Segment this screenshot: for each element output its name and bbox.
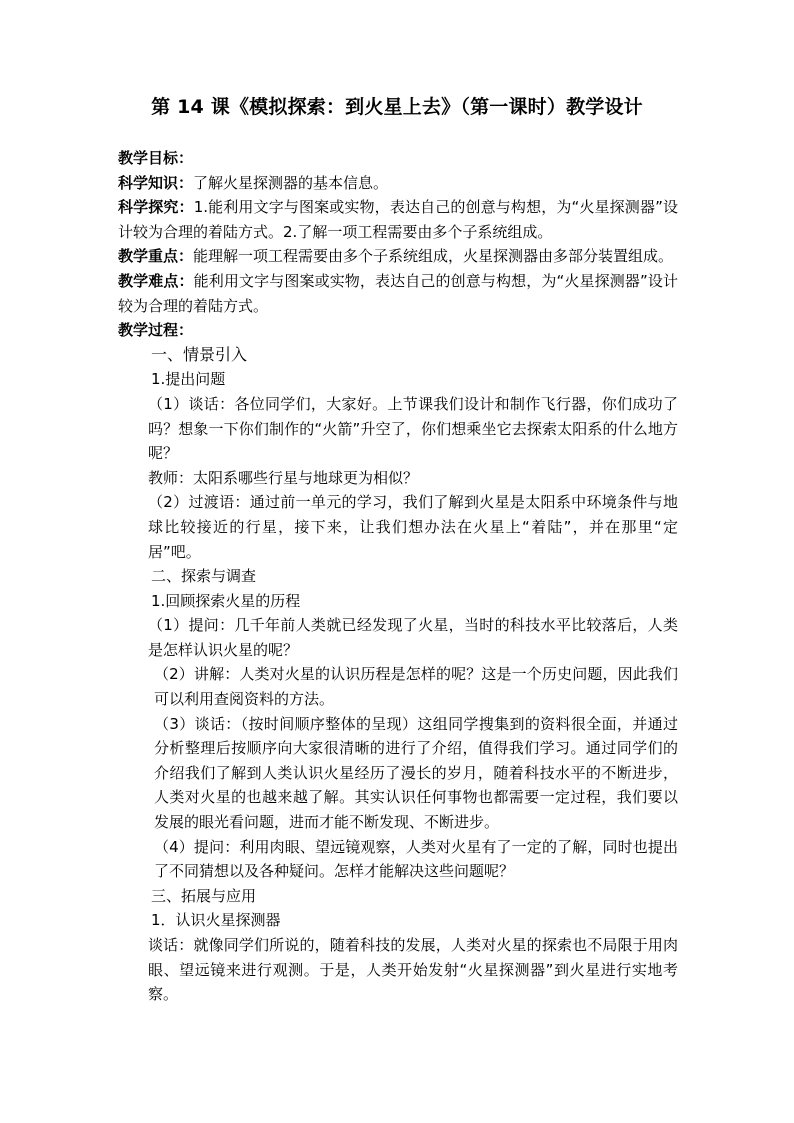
section-3-paragraph-1: 谈话：就像同学们所说的，随着科技的发展，人类对火星的探索也不局限于用肉眼、望远镜来进行观测。于是，人类开始发射“火星探测器”到火星进行实地考察。 — [148, 936, 678, 1004]
difficulty-label: 教学难点： — [118, 271, 194, 290]
knowledge-label: 科学知识： — [118, 173, 194, 192]
section-1-title: 一、情景引入 — [151, 344, 248, 364]
process-label: 教学过程： — [118, 321, 194, 340]
section-2-paragraph-2: （2）讲解：人类对火星的认识历程是怎样的呢？这是一个历史问题，因此我们可以利用查阅资料的方法。 — [154, 665, 678, 709]
inquiry-text: 1.能利用文字与图案或实物，表达自己的创意与构想，为“火星探测器”设计较为合理的着陆方式。2.了解一项工程需要由多个子系统组成。 — [118, 198, 678, 241]
section-1-subtitle: 1.提出问题 — [151, 370, 226, 389]
section-1-paragraph-3: （2）过渡语：通过前一单元的学习，我们了解到火星是太阳系中环境条件与地球比较接近的行星，接下来，让我们想办法在火星上“着陆”，并在那里“定居”吧。 — [148, 493, 678, 561]
section-2-paragraph-3: （3）谈话：（按时间顺序整体的呈现）这组同学搜集到的资料很全面，并通过分析整理后按顺序向大家很清晰的进行了介绍，值得我们学习。通过同学们的介绍我们了解到人类认识火星经历了漫长的岁月，随着科技水平的不断进步，人类对火星的也越来越了解。其实认识任何事物也都需要一定过程，我们要以发展的眼光看问题，进而才能不断发现、不断进步。 — [154, 714, 678, 832]
knowledge-paragraph — [118, 171, 678, 196]
difficulty-text: 能利用文字与图案或实物，表达自己的创意与构想，为“火星探测器”设计较为合理的着陆方式。 — [118, 271, 678, 315]
document-title: 第 14 课《模拟探索：到火星上去》（第一课时）教学设计 — [151, 96, 643, 118]
inquiry-label: 科学探究： — [118, 198, 194, 217]
objectives-label: 教学目标： — [118, 149, 194, 167]
document-body — [118, 146, 678, 1007]
section-3-subtitle: 1．认识火星探测器 — [151, 911, 281, 930]
key-point-label: 教学重点： — [118, 247, 194, 266]
objectives-heading — [118, 146, 678, 171]
inquiry-paragraph — [118, 195, 678, 244]
section-2-subtitle: 1.回顾探索火星的历程 — [151, 591, 301, 610]
section-1-paragraph-1: （1）谈话：各位同学们，大家好。上节课我们设计和制作飞行器，你们成功了吗？想象一下你们制作的“火箭”升空了，你们想乘坐它去探索太阳系的什么地方呢？ — [148, 394, 678, 463]
process-heading — [118, 318, 678, 343]
section-2-paragraph-1: （1）提问：几千年前人类就已经发现了火星，当时的科技水平比较落后，人类是怎样认识火星的呢？ — [148, 616, 678, 659]
section-1-paragraph-2: 教师：太阳系哪些行星与地球更为相似？ — [148, 468, 419, 487]
section-2-title: 二、探索与调查 — [151, 567, 257, 586]
key-point-paragraph — [118, 244, 678, 269]
section-2-paragraph-4: （4）提问：利用肉眼、望远镜观察，人类对火星有了一定的了解，同时也提出了不同猜想以及各种疑问。怎样才能解决这些问题呢？ — [154, 837, 678, 881]
key-point-text: 能理解一项工程需要由多个子系统组成，火星探测器由多部分装置组成。 — [193, 247, 674, 266]
section-3-title: 三、拓展与应用 — [151, 886, 257, 905]
knowledge-text: 了解火星探测器的基本信息。 — [193, 173, 389, 192]
difficulty-paragraph — [118, 269, 678, 318]
